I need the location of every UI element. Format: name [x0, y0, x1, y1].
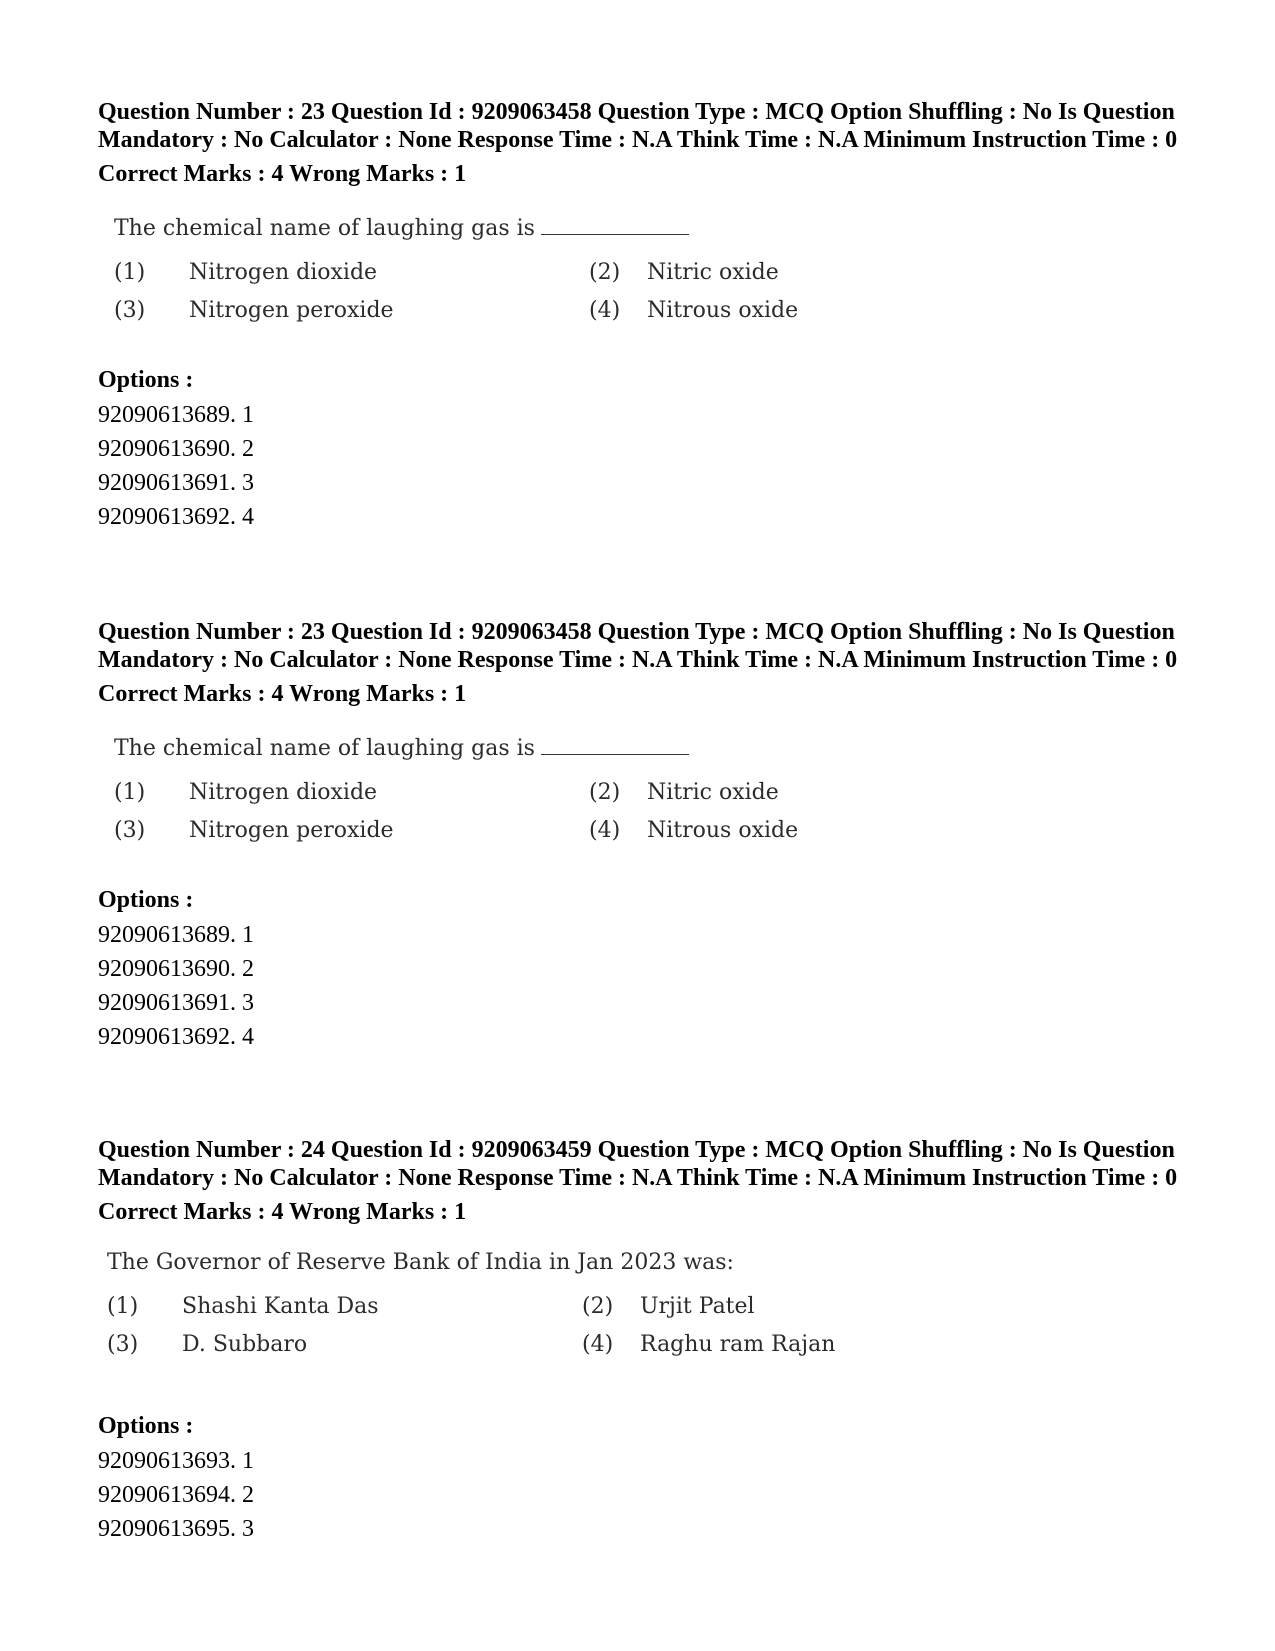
options-label: Options : [98, 367, 194, 393]
question-image [114, 732, 874, 846]
option-item: 92090613694. 2 [98, 1482, 254, 1508]
question-block-3 [98, 1136, 1178, 1546]
choice-grid [114, 258, 874, 326]
choice-grid [107, 1292, 867, 1360]
choice-number: (1) [114, 780, 146, 805]
question-image [107, 1246, 867, 1360]
choice-number: (3) [114, 818, 146, 843]
choice-text: Nitrogen dioxide [189, 780, 378, 805]
choice-number: (4) [582, 1332, 614, 1357]
question-marks: Correct Marks : 4 Wrong Marks : 1 [98, 161, 467, 187]
question-marks: Correct Marks : 4 Wrong Marks : 1 [98, 1199, 467, 1225]
option-item: 92090613691. 3 [98, 470, 254, 496]
question-text-line [114, 732, 874, 766]
question-meta: Question Number : 23 Question Id : 9209063458 Question Type : MCQ Option Shuffling : No Is Question Mandatory : No Calculator : None Response Time : N.A Think Time : N.A Minimum Instruction Time : 0 [98, 619, 1178, 673]
choice-number: (2) [589, 260, 621, 285]
choice-text: Nitrogen peroxide [189, 298, 394, 323]
choice-number: (1) [107, 1294, 139, 1319]
question-text: The chemical name of laughing gas is [114, 216, 535, 241]
choice-number: (4) [589, 298, 621, 323]
choice-text: Shashi Kanta Das [182, 1294, 379, 1319]
choice-text: Nitric oxide [647, 260, 779, 285]
question-meta: Question Number : 23 Question Id : 9209063458 Question Type : MCQ Option Shuffling : No Is Question Mandatory : No Calculator : None Response Time : N.A Think Time : N.A Minimum Instruction Time : 0 [98, 99, 1178, 153]
question-block-2 [98, 618, 1178, 1054]
option-item: 92090613690. 2 [98, 436, 254, 462]
question-block-1 [98, 98, 1178, 534]
question-image [114, 212, 874, 326]
option-item: 92090613689. 1 [98, 402, 254, 428]
options-list [98, 398, 1178, 534]
option-item: 92090613693. 1 [98, 1448, 254, 1474]
answer-blank [541, 233, 689, 235]
answer-blank [541, 753, 689, 755]
choice-text: Urjit Patel [640, 1294, 755, 1319]
option-item: 92090613691. 3 [98, 990, 254, 1016]
question-text-line [107, 1246, 867, 1280]
option-item: 92090613695. 3 [98, 1516, 254, 1542]
choice-number: (2) [589, 780, 621, 805]
choice-number: (3) [107, 1332, 139, 1357]
option-item: 92090613692. 4 [98, 504, 254, 530]
choice-number: (2) [582, 1294, 614, 1319]
choice-grid [114, 778, 874, 846]
choice-text: D. Subbaro [182, 1332, 308, 1357]
option-item: 92090613689. 1 [98, 922, 254, 948]
choice-text: Nitrous oxide [647, 818, 799, 843]
options-label: Options : [98, 887, 194, 913]
question-meta: Question Number : 24 Question Id : 9209063459 Question Type : MCQ Option Shuffling : No Is Question Mandatory : No Calculator : None Response Time : N.A Think Time : N.A Minimum Instruction Time : 0 [98, 1137, 1178, 1191]
question-text-line [114, 212, 874, 246]
options-label: Options : [98, 1413, 194, 1439]
question-marks: Correct Marks : 4 Wrong Marks : 1 [98, 681, 467, 707]
options-list [98, 918, 1178, 1054]
question-text: The Governor of Reserve Bank of India in Jan 2023 was: [107, 1250, 734, 1275]
choice-number: (1) [114, 260, 146, 285]
choice-text: Nitrogen peroxide [189, 818, 394, 843]
choice-text: Nitric oxide [647, 780, 779, 805]
question-text: The chemical name of laughing gas is [114, 736, 535, 761]
choice-text: Nitrogen dioxide [189, 260, 378, 285]
option-item: 92090613690. 2 [98, 956, 254, 982]
choice-number: (4) [589, 818, 621, 843]
choice-number: (3) [114, 298, 146, 323]
choice-text: Raghu ram Rajan [640, 1332, 836, 1357]
option-item: 92090613692. 4 [98, 1024, 254, 1050]
choice-text: Nitrous oxide [647, 298, 799, 323]
options-list [98, 1444, 1178, 1546]
